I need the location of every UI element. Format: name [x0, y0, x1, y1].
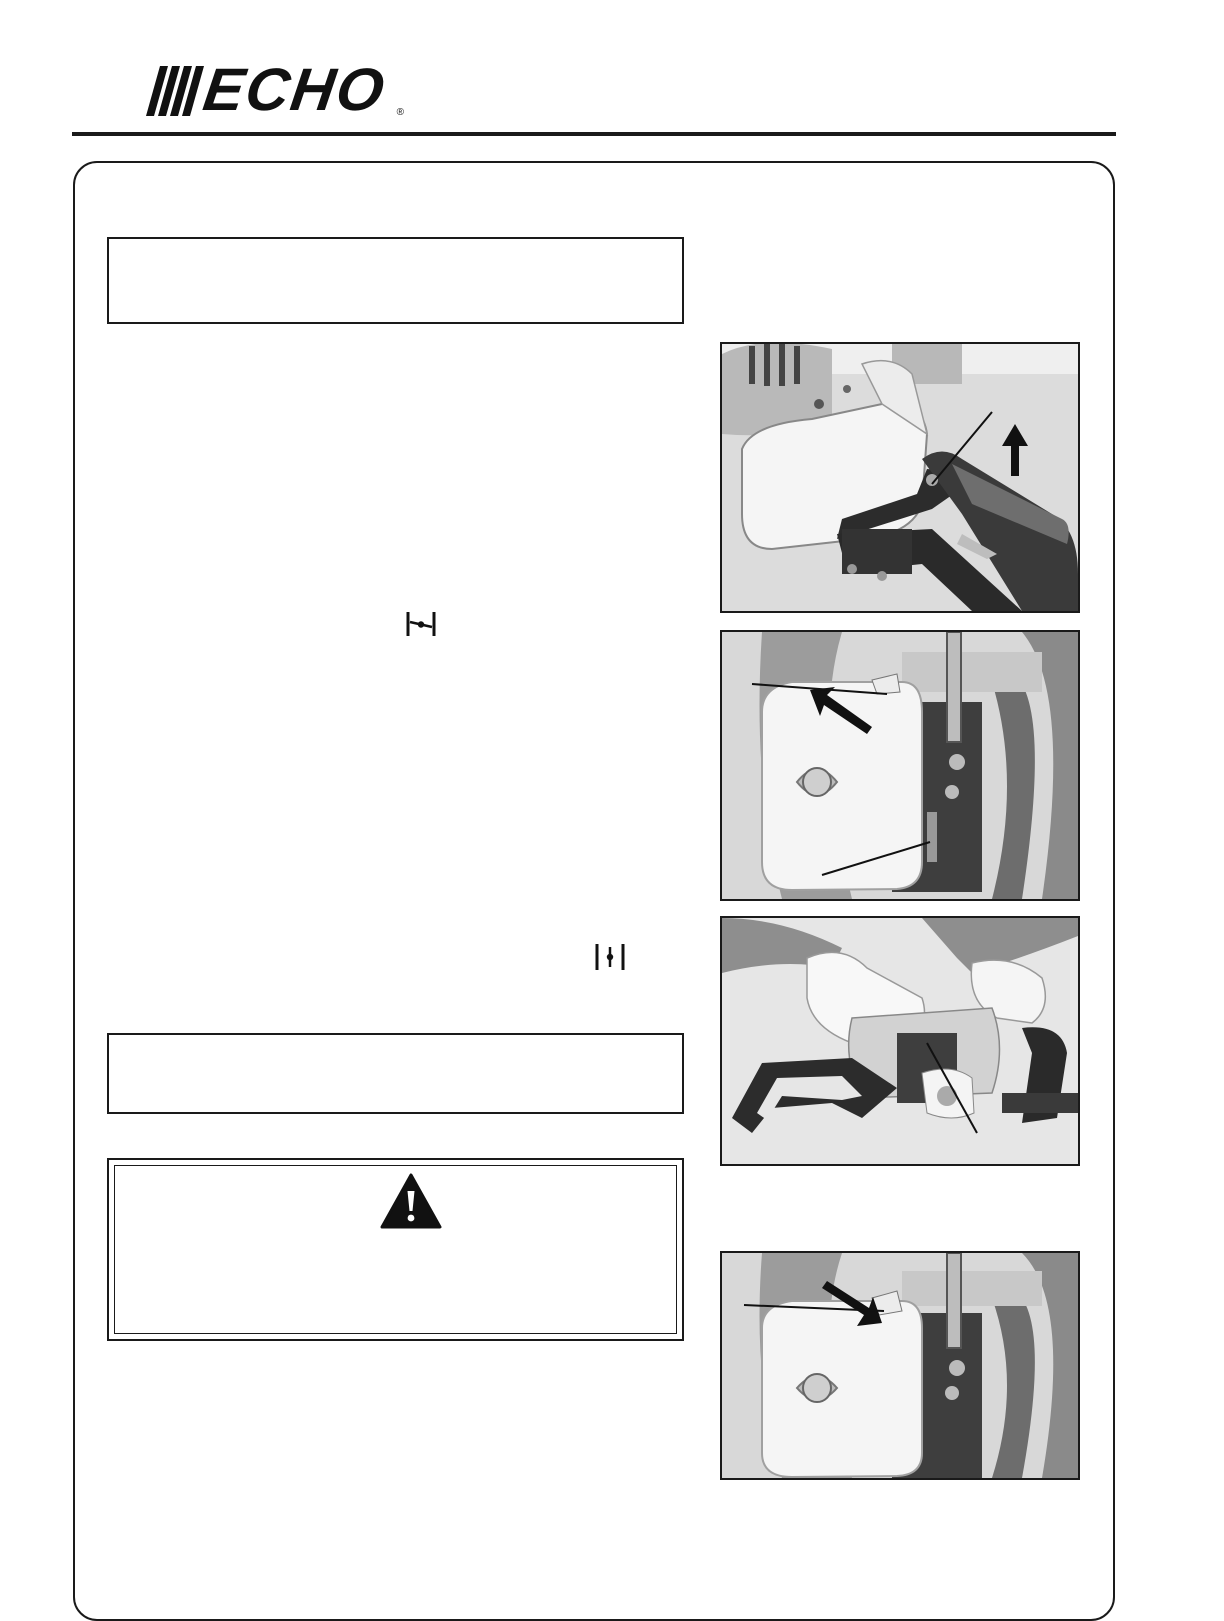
photo-choke-lever-open: [720, 1251, 1080, 1480]
note-box: [107, 1033, 684, 1114]
warning-box: [107, 1158, 684, 1341]
logo-stripes-icon: [146, 66, 208, 116]
header-divider: [72, 132, 1116, 136]
photo-throttle-trigger: [720, 342, 1080, 613]
choke-closed-icon: [405, 611, 437, 637]
warning-inner-border: [114, 1165, 677, 1334]
photo-starting-engine: [720, 916, 1080, 1166]
choke-open-icon: [594, 943, 626, 971]
echo-logo: [146, 56, 404, 123]
note-box: [107, 237, 684, 324]
brand-name: ECHO: [199, 56, 391, 123]
photo-choke-lever-closed: [720, 630, 1080, 901]
registered-mark: ®: [396, 107, 404, 118]
warning-triangle-icon: [380, 1173, 442, 1229]
